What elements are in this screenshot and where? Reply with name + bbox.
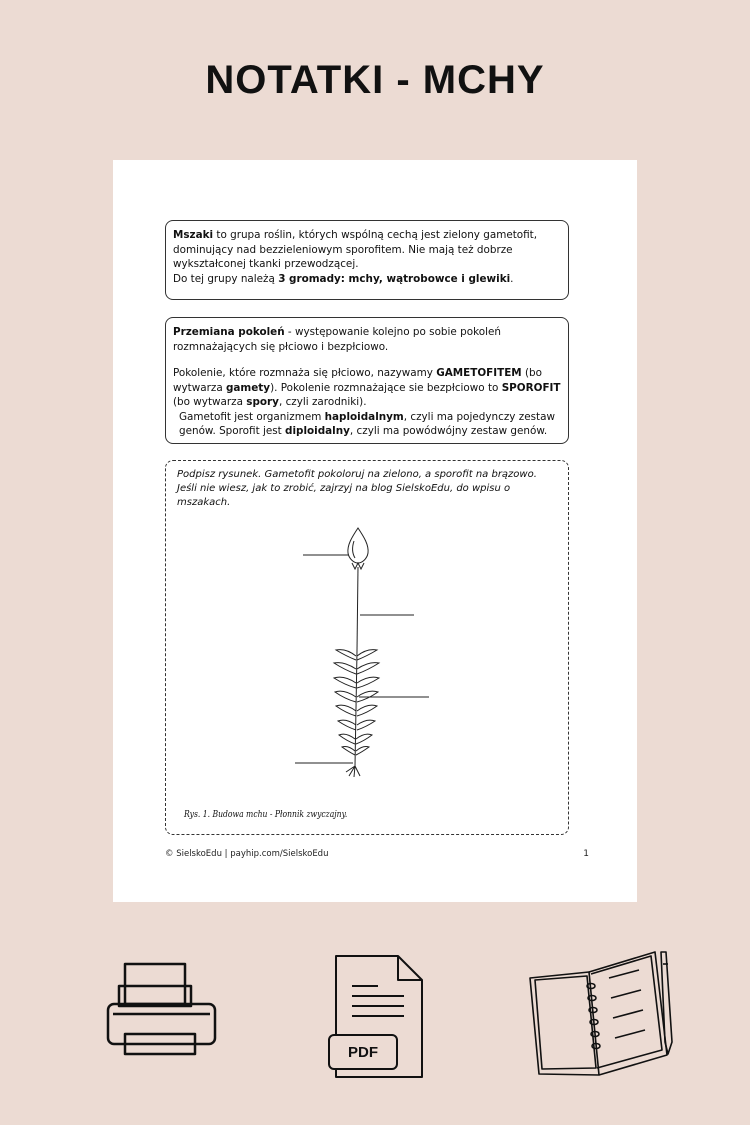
instruction-line-1: Podpisz rysunek. Gametofit pokoloruj na zielono, a sporofit na brązowo. (177, 469, 537, 480)
capsule-shape (348, 528, 368, 563)
groups-list: 3 gromady: mchy, wątrobowce i glewiki (278, 272, 511, 285)
footer-copyright: © SielskoEdu | payhip.com/SielskoEdu (165, 849, 329, 859)
alternation-definition (173, 325, 561, 354)
gen-e: (bo wytwarza (173, 396, 247, 408)
term-haploid: haploidalnym (324, 410, 404, 423)
term-diploid: diploidalny (285, 425, 350, 437)
seta-stem (357, 567, 358, 651)
groups-lead: Do tej grupy należą (173, 272, 279, 285)
intro-text (173, 228, 561, 272)
term-spores: spory (246, 396, 279, 408)
moss-illustration (166, 461, 570, 836)
alternation-box (165, 317, 569, 444)
generations-text (173, 366, 561, 410)
figure-caption: Rys. 1. Budowa mchu - Płonnik zwyczajny. (184, 809, 348, 820)
page-title: NOTATKI - MCHY (205, 58, 545, 102)
alternation-text: - występowanie kolejno po sobie pokoleń rozmnażających się płciowo i bezpłciowo. (173, 326, 501, 353)
planner-icon (527, 950, 677, 1080)
groups-text (173, 272, 561, 287)
intro-box (165, 220, 569, 300)
gen-d: ). Pokolenie rozmnażające sie bezpłciowo to (270, 381, 502, 394)
instruction-line-2: Jeśli nie wiesz, jak to zrobić, zajrzyj na blog SielskoEdu, do wpisu o mszakach. (177, 483, 511, 508)
rhizoids (346, 766, 360, 777)
term-gametophyte: GAMETOFITEM (436, 367, 522, 379)
drawing-task-box (165, 460, 569, 835)
worksheet-page (113, 160, 637, 902)
ploidy-a: Gametofit jest organizmem (179, 410, 325, 423)
term-alternation: Przemiana pokoleń (173, 326, 285, 338)
ploidy-text (173, 410, 561, 439)
ploidy-c: , czyli ma pojedynczy zestaw genów. Sporofit jest (179, 410, 555, 437)
gen-f: , czyli zarodniki). (278, 396, 367, 408)
groups-end: . (510, 272, 514, 285)
term-sporophyte: SPOROFIT (501, 381, 561, 394)
term-mszaki: Mszaki (173, 229, 214, 241)
term-gametes: gamety (225, 381, 271, 394)
intro-sentence: to grupa roślin, których wspólną cechą jest zielony gametofit, dominujący nad bezzieleniowym sporofitem. Nie mają też dobrze wykształconej tkanki przewodzącej. (173, 229, 538, 270)
pdf-label: PDF (348, 1043, 378, 1061)
gen-c: (bo wytwarza (173, 367, 542, 394)
printer-icon (105, 962, 220, 1057)
ploidy-d: , czyli ma powódwójny zestaw genów. (349, 425, 548, 437)
capsule-line (353, 541, 355, 558)
pdf-file-icon (326, 954, 426, 1080)
pdf-badge (328, 1034, 398, 1070)
gen-a: Pokolenie, które rozmnaża się płciowo, nazywamy (173, 367, 437, 379)
footer-page-number: 1 (583, 849, 589, 859)
